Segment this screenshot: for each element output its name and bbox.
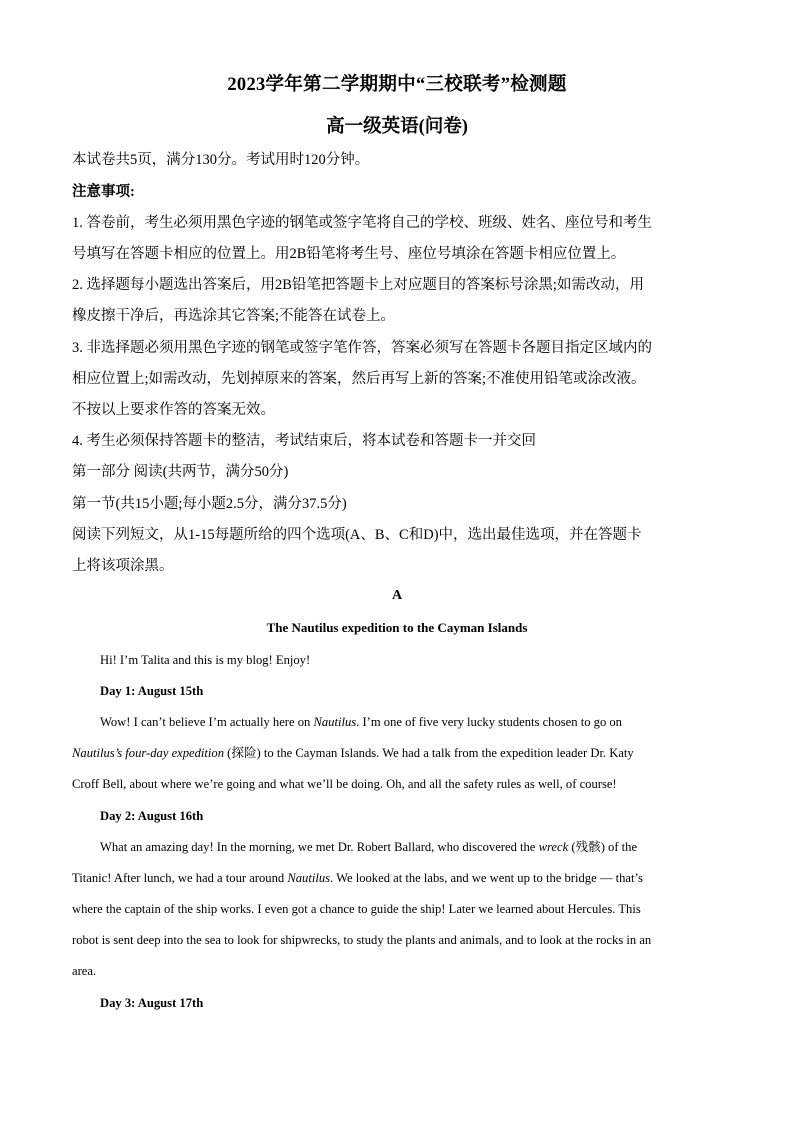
day-2-line-3: where the captain of the ship works. I even got a chance to guide the ship! Later we learned about Hercules. This xyxy=(72,902,641,916)
exam-subtitle: 高一级英语(问卷) xyxy=(326,117,468,137)
exam-summary: 本试卷共5页，满分130分。考试用时120分钟。 xyxy=(72,152,370,168)
note-2-line-1: 2. 选择题每小题选出答案后，用2B铅笔把答题卡上对应题目的答案标号涂黑;如需改动，用 xyxy=(72,277,644,293)
day-2-line-5: area. xyxy=(72,964,97,978)
day-3-heading: Day 3: August 17th xyxy=(100,996,204,1010)
passage-title: The Nautilus expedition to the Cayman Islands xyxy=(266,620,528,635)
passage-label: A xyxy=(391,588,403,603)
day-1-line-2: Nautilus’s four-day expedition (探险) to the Cayman Islands. We had a talk from the expedition leader Dr. Katy xyxy=(72,746,634,760)
day-1-line-3: Croff Bell, about where we’re going and what we’ll be doing. Oh, and all the safety rules as well, of course! xyxy=(72,777,617,791)
day-2-line-4: robot is sent deep into the sea to look for shipwrecks, to study the plants and animals, and to look at the rocks in an xyxy=(72,933,652,947)
note-3-line-1: 3. 非选择题必须用黑色字迹的钢笔或签字笔作答，答案必须写在答题卡各题目指定区域内的 xyxy=(72,340,652,356)
note-1-line-1: 1. 答卷前，考生必须用黑色字迹的钢笔或签字笔将自己的学校、班级、姓名、座位号和考生 xyxy=(72,215,652,231)
day-2-heading: Day 2: August 16th xyxy=(100,809,204,823)
exam-title: 2023学年第二学期期中“三校联考”检测题 xyxy=(227,75,567,95)
day-2-line-1: What an amazing day! In the morning, we met Dr. Robert Ballard, who discovered the wreck (残骸) of the xyxy=(100,840,638,854)
passage-intro: Hi! I’m Talita and this is my blog! Enjoy! xyxy=(100,653,311,667)
note-3-line-3: 不按以上要求作答的答案无效。 xyxy=(72,402,275,418)
part-1-heading: 第一部分 阅读(共两节，满分50分) xyxy=(72,464,289,480)
note-1-line-2: 号填写在答题卡相应的位置上。用2B铅笔将考生号、座位号填涂在答题卡相应位置上。 xyxy=(72,246,626,262)
notes-heading: 注意事项: xyxy=(72,184,135,200)
day-1-heading: Day 1: August 15th xyxy=(100,684,204,698)
section-1-heading: 第一节(共15小题;每小题2.5分，满分37.5分) xyxy=(72,496,347,512)
directions-line-1: 阅读下列短文，从1-15每题所给的四个选项(A、B、C和D)中，选出最佳选项，并在答题卡 xyxy=(72,527,642,543)
note-2-line-2: 橡皮擦干净后，再选涂其它答案;不能答在试卷上。 xyxy=(72,308,396,324)
directions-line-2: 上将该项涂黑。 xyxy=(72,558,174,574)
day-2-line-2: Titanic! After lunch, we had a tour around Nautilus. We looked at the labs, and we went up to the bridge — that’s xyxy=(72,871,643,885)
day-1-line-1: Wow! I can’t believe I’m actually here on Nautilus. I’m one of five very lucky students chosen to go on xyxy=(100,715,622,729)
note-3-line-2: 相应位置上;如需改动，先划掉原来的答案，然后再写上新的答案;不准使用铅笔或涂改液。 xyxy=(72,371,646,387)
note-4: 4. 考生必须保持答题卡的整洁，考试结束后，将本试卷和答题卡一并交回 xyxy=(72,433,536,449)
